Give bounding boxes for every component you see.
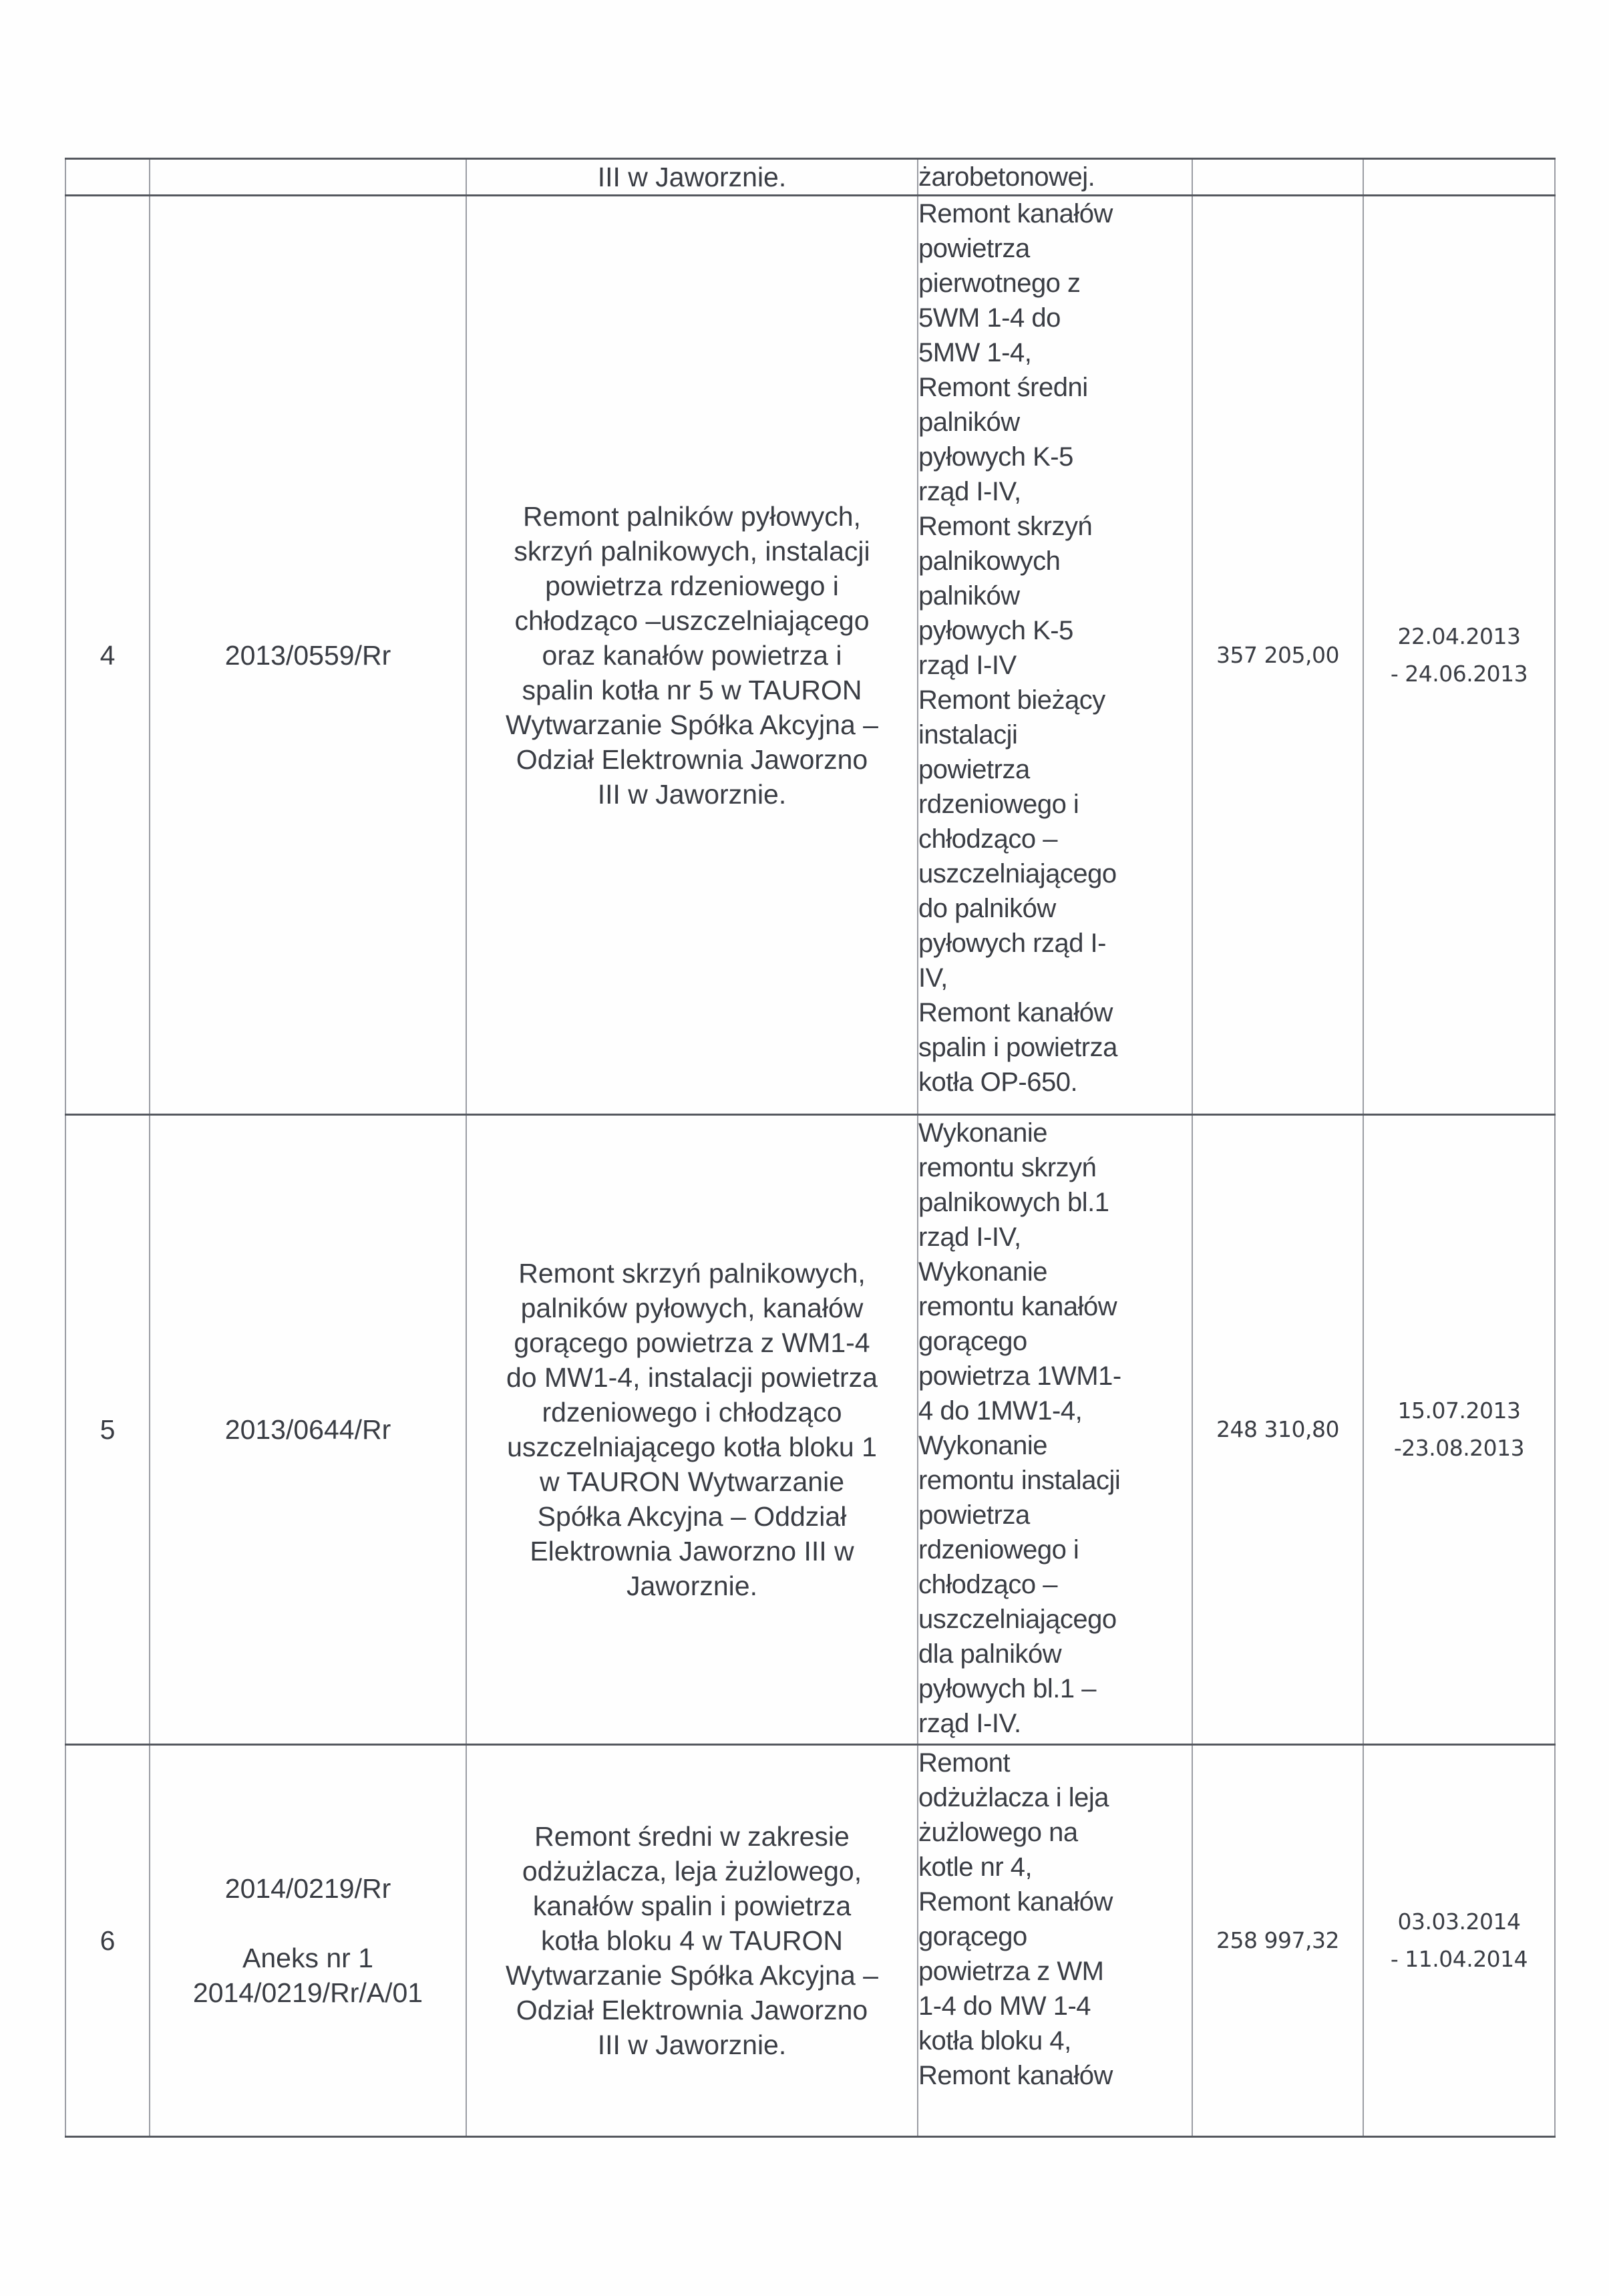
details-line: pyłowych K-5 bbox=[918, 442, 1073, 472]
details-line: remontu skrzyń bbox=[918, 1153, 1097, 1182]
details-line: powietrza z WM bbox=[918, 1957, 1104, 1986]
details-line: Remont kanałów bbox=[918, 2061, 1113, 2090]
contract-cell bbox=[150, 1745, 466, 2137]
details-cell bbox=[918, 159, 1192, 196]
details-line: kotła bloku 4, bbox=[918, 2026, 1071, 2056]
details-line: Wykonanie bbox=[918, 1257, 1048, 1287]
period-cell bbox=[1363, 1745, 1555, 2137]
scope-line: uszczelniającego kotła bloku 1 bbox=[507, 1432, 877, 1462]
details-line: powietrza 1WM1- bbox=[918, 1361, 1121, 1391]
scope-line: spalin kotła nr 5 w TAURON bbox=[522, 674, 862, 705]
details-line: rdzeniowego i bbox=[918, 1535, 1079, 1565]
table-row bbox=[65, 196, 1555, 1115]
details-line: spalin i powietrza bbox=[918, 1033, 1117, 1062]
scope-line: Remont palników pyłowych, bbox=[523, 500, 861, 532]
scope-line: Odział Elektrownia Jaworzno bbox=[516, 744, 868, 775]
details-line: rdzeniowego i bbox=[918, 790, 1079, 819]
lp-cell bbox=[65, 1745, 150, 2137]
details-line: kotła OP-650. bbox=[918, 1068, 1078, 1097]
details-line: Remont średni bbox=[918, 373, 1088, 402]
details-line: gorącego bbox=[918, 1922, 1027, 1951]
details-line: chłodząco – bbox=[918, 824, 1057, 854]
table-row bbox=[65, 1745, 1555, 2137]
details-line: uszczelniającego bbox=[918, 1605, 1117, 1634]
scope-line: III w Jaworznie. bbox=[597, 778, 787, 810]
scope-line: odżużlacza, leja żużlowego, bbox=[522, 1856, 862, 1887]
details-line: Remont bieżący bbox=[918, 685, 1105, 715]
details-line: pyłowych bl.1 – bbox=[918, 1674, 1096, 1703]
details-line: pierwotnego z bbox=[918, 269, 1081, 298]
scope-line: w TAURON Wytwarzanie bbox=[539, 1466, 845, 1497]
value-cell bbox=[1192, 159, 1363, 196]
contracts-table bbox=[65, 158, 1556, 2138]
details-line: pyłowych K-5 bbox=[918, 616, 1073, 645]
details-cell bbox=[918, 1115, 1192, 1745]
scope-cell bbox=[466, 1115, 918, 1745]
details-line: powietrza bbox=[918, 1500, 1030, 1530]
scope-line: oraz kanałów powietrza i bbox=[542, 639, 842, 671]
contract-number bbox=[150, 1906, 466, 1941]
details-line: gorącego bbox=[918, 1327, 1027, 1356]
lp-cell bbox=[65, 1115, 150, 1745]
contract-cell bbox=[150, 1115, 466, 1745]
period-line: 03.03.2014 bbox=[1397, 1909, 1521, 1935]
details-line: do palników bbox=[918, 894, 1056, 923]
details-line: rząd I-IV, bbox=[918, 1222, 1021, 1252]
details-line: remontu kanałów bbox=[918, 1292, 1117, 1321]
details-line: Wykonanie bbox=[918, 1118, 1048, 1148]
row-number: 5 bbox=[100, 1414, 116, 1445]
details-cell bbox=[918, 196, 1192, 1115]
scope-line: palników pyłowych, kanałów bbox=[520, 1293, 864, 1323]
scope-line: chłodząco –uszczelniającego bbox=[514, 605, 870, 636]
details-line: rząd I-IV. bbox=[918, 1709, 1021, 1738]
period-cell bbox=[1363, 1115, 1555, 1745]
scope-cell bbox=[466, 1745, 918, 2137]
scope-line: kotła bloku 4 w TAURON bbox=[541, 1925, 843, 1956]
scope-cell bbox=[466, 196, 918, 1115]
period-line: - 11.04.2014 bbox=[1390, 1946, 1528, 1972]
details-line: palnikowych bbox=[918, 546, 1061, 576]
details-line: Remont skrzyń bbox=[918, 512, 1093, 541]
period-line: - 24.06.2013 bbox=[1390, 660, 1528, 687]
scope-line: Odział Elektrownia Jaworzno bbox=[516, 1995, 868, 2025]
details-cell bbox=[918, 1745, 1192, 2137]
contract-cell bbox=[150, 159, 466, 196]
details-line: powietrza bbox=[918, 234, 1030, 263]
details-line: Remont kanałów bbox=[918, 998, 1113, 1027]
details-line: uszczelniającego bbox=[918, 859, 1117, 888]
details-text: żarobetonowej. bbox=[918, 162, 1095, 192]
details-line: kotle nr 4, bbox=[918, 1852, 1033, 1882]
details-line: 1-4 do MW 1-4 bbox=[918, 1991, 1091, 2021]
scope-line: Wytwarzanie Spółka Akcyjna – bbox=[506, 709, 878, 740]
period-line: 22.04.2013 bbox=[1397, 623, 1521, 649]
details-line: powietrza bbox=[918, 755, 1030, 784]
scope-line: Remont skrzyń palnikowych, bbox=[518, 1258, 866, 1289]
contract-cell bbox=[150, 196, 466, 1115]
scope-line: skrzyń palnikowych, instalacji bbox=[514, 535, 870, 566]
period-cell bbox=[1363, 196, 1555, 1115]
scope-line: Wytwarzanie Spółka Akcyjna – bbox=[506, 1960, 878, 1991]
row-number: 6 bbox=[100, 1925, 116, 1956]
value-cell bbox=[1192, 1115, 1363, 1745]
contract-value: 357 205,00 bbox=[1216, 641, 1339, 668]
details-line: odżużlacza i leja bbox=[918, 1783, 1109, 1812]
table-row bbox=[65, 1115, 1555, 1745]
details-line: dla palników bbox=[918, 1639, 1062, 1669]
details-line: instalacji bbox=[918, 720, 1018, 750]
scope-line: Spółka Akcyjna – Oddział bbox=[537, 1501, 847, 1532]
contract-number: Aneks nr 1 bbox=[242, 1943, 373, 1973]
scope-line: powietrza rdzeniowego i bbox=[545, 570, 839, 601]
row-number: 4 bbox=[100, 639, 116, 671]
details-line: chłodząco – bbox=[918, 1570, 1057, 1599]
details-line: Remont bbox=[918, 1748, 1011, 1778]
table-row-continuation bbox=[65, 159, 1555, 196]
contract-value: 258 997,32 bbox=[1216, 1927, 1339, 1953]
contract-number: 2014/0219/Rr bbox=[224, 1873, 391, 1904]
contract-value: 248 310,80 bbox=[1216, 1416, 1339, 1442]
scope-line: rdzeniowego i chłodząco bbox=[542, 1397, 842, 1428]
scope-text: III w Jaworznie. bbox=[597, 162, 787, 192]
lp-cell bbox=[65, 159, 150, 196]
period-line: 15.07.2013 bbox=[1397, 1398, 1521, 1424]
period-cell bbox=[1363, 159, 1555, 196]
lp-cell bbox=[65, 196, 150, 1115]
scope-line: Remont średni w zakresie bbox=[534, 1821, 850, 1852]
details-line: pyłowych rząd I- bbox=[918, 929, 1106, 958]
details-line: palników bbox=[918, 407, 1020, 437]
details-line: żużlowego na bbox=[918, 1818, 1078, 1847]
scope-line: III w Jaworznie. bbox=[597, 2029, 787, 2060]
details-line: Remont kanałów bbox=[918, 199, 1113, 228]
scope-line: Elektrownia Jaworzno III w bbox=[530, 1536, 854, 1567]
value-cell bbox=[1192, 196, 1363, 1115]
details-line: 5MW 1-4, bbox=[918, 338, 1032, 367]
details-line: 5WM 1-4 do bbox=[918, 303, 1061, 333]
details-line: IV, bbox=[918, 963, 948, 993]
details-line: Remont kanałów bbox=[918, 1887, 1113, 1917]
details-line: 4 do 1MW1-4, bbox=[918, 1396, 1083, 1426]
scope-line: kanałów spalin i powietrza bbox=[532, 1891, 852, 1921]
contract-number: 2013/0559/Rr bbox=[224, 639, 391, 671]
details-line: palnikowych bl.1 bbox=[918, 1188, 1109, 1217]
contract-number: 2014/0219/Rr/A/01 bbox=[192, 1977, 423, 2008]
details-line: palników bbox=[918, 581, 1020, 611]
details-line: Wykonanie bbox=[918, 1431, 1048, 1460]
value-cell bbox=[1192, 1745, 1363, 2137]
scope-line: do MW1-4, instalacji powietrza bbox=[506, 1362, 878, 1393]
details-line: rząd I-IV bbox=[918, 651, 1017, 680]
details-line: rząd I-IV, bbox=[918, 477, 1021, 506]
details-line: remontu instalacji bbox=[918, 1466, 1121, 1495]
scope-cell bbox=[466, 159, 918, 196]
scope-line: Jaworznie. bbox=[627, 1571, 757, 1601]
period-line: -23.08.2013 bbox=[1393, 1435, 1525, 1461]
contract-number: 2013/0644/Rr bbox=[224, 1414, 391, 1445]
scope-line: gorącego powietrza z WM1-4 bbox=[514, 1327, 870, 1358]
